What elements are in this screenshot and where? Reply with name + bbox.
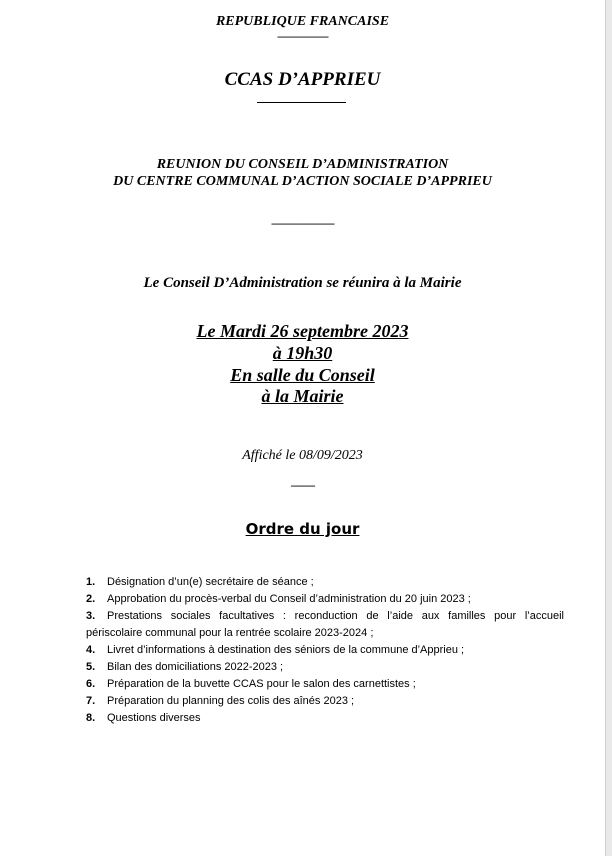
meeting-room: En salle du Conseil	[230, 365, 375, 385]
agenda-heading: Ordre du jour	[245, 520, 360, 538]
meeting-place: à la Mairie	[261, 386, 344, 406]
meeting-heading-line2: DU CENTRE COMMUNAL D’ACTION SOCIALE D’APPRIEU	[113, 174, 492, 189]
meeting-time: à 19h30	[272, 343, 333, 363]
agenda-item	[86, 642, 564, 659]
agenda-item-text: Approbation du procès-verbal du Conseil d’administration du 20 juin 2023 ;	[107, 593, 471, 605]
agenda-item	[86, 710, 564, 727]
convocation-intro: Le Conseil D’Administration se réunira à la Mairie	[143, 275, 462, 291]
agenda-item-number: 7.	[86, 695, 96, 707]
agenda-item-text: Préparation du planning des colis des aînés 2023 ;	[107, 695, 355, 707]
agenda-item-text: Désignation d’un(e) secrétaire de séance ;	[107, 576, 314, 588]
meeting-date: Le Mardi 26 septembre 2023	[196, 321, 409, 341]
agenda-item	[86, 693, 564, 710]
agenda-item	[86, 591, 564, 608]
agenda-item-text: Préparation de la buvette CCAS pour le salon des carnettistes ;	[107, 678, 416, 690]
page-title: CCAS D’APPRIEU	[224, 69, 381, 90]
separator: -----------------	[277, 29, 328, 43]
agenda-item-number: 3.	[86, 610, 96, 622]
title-rule	[257, 102, 346, 103]
agenda-item-number: 5.	[86, 661, 96, 673]
agenda-item-number: 2.	[86, 593, 96, 605]
agenda-item	[86, 676, 564, 693]
republic-heading: REPUBLIQUE FRANCAISE	[215, 14, 390, 29]
agenda-item	[86, 659, 564, 676]
agenda-item-number: 1.	[86, 576, 96, 588]
agenda-item-text: Livret d’informations à destination des séniors de la commune d’Apprieu ;	[107, 644, 465, 656]
agenda-item-text: Questions diverses	[107, 712, 201, 724]
separator: --------	[290, 478, 315, 492]
agenda-item	[86, 608, 564, 642]
agenda-list	[86, 574, 564, 727]
posted-date: Affiché le 08/09/2023	[242, 448, 363, 463]
agenda-item-number: 6.	[86, 678, 96, 690]
agenda-item-number: 4.	[86, 644, 96, 656]
meeting-heading-line1: REUNION DU CONSEIL D’ADMINISTRATION	[156, 157, 449, 172]
page-edge	[606, 0, 612, 856]
agenda-item-text: Prestations sociales facultatives : reconduction de l’aide aux familles pour l’accueil périscolaire communal pour la rentrée scolaire 2023-2024 ;	[86, 610, 564, 639]
separator: ---------------------	[271, 216, 334, 230]
agenda-item-number: 8.	[86, 712, 96, 724]
agenda-item-text: Bilan des domiciliations 2022-2023 ;	[107, 661, 284, 673]
agenda-item	[86, 574, 564, 591]
